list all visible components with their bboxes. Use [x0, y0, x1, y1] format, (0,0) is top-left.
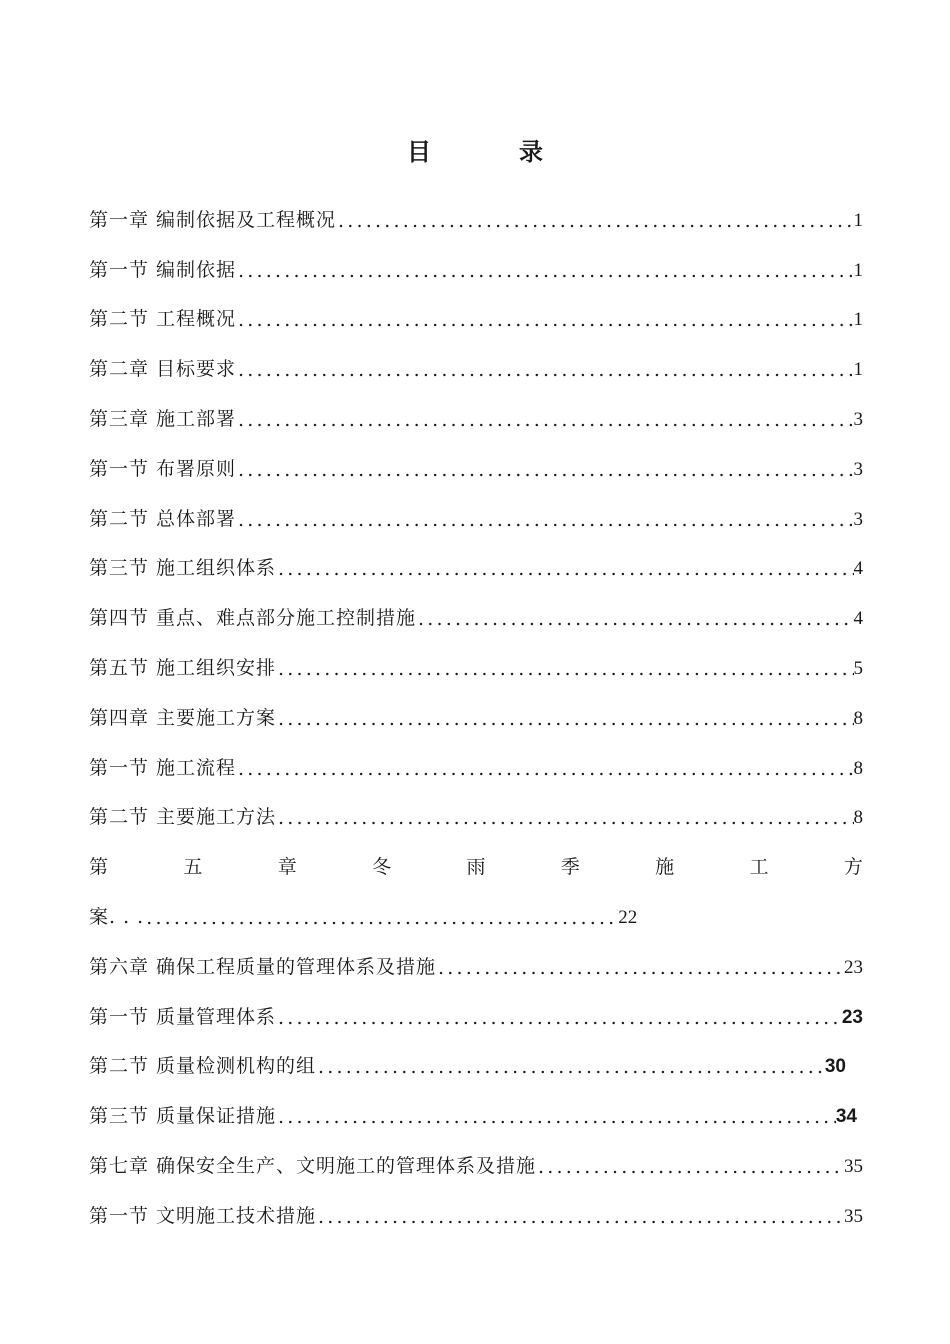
- toc-leader-dots: [416, 608, 853, 630]
- toc-entry-label: 第五节 施工组织安排: [89, 656, 277, 679]
- toc-leader-dots: [276, 807, 853, 829]
- toc-char: 章: [277, 856, 297, 879]
- toc-title: 目 录: [407, 137, 575, 166]
- toc-entry-label: 第一章 编制依据及工程概况: [89, 208, 337, 231]
- toc-entry[interactable]: [89, 282, 863, 332]
- toc-list: [89, 182, 863, 1228]
- toc-entry-chapter5-line1[interactable]: [89, 829, 863, 879]
- toc-entry-label: 第二节 质量检测机构的组: [89, 1055, 317, 1078]
- toc-entry-label: 第三节 施工组织体系: [89, 557, 277, 580]
- toc-entry[interactable]: [89, 580, 863, 630]
- toc-entry[interactable]: [89, 979, 863, 1029]
- toc-entry-label: 第一节 布署原则: [89, 457, 237, 480]
- toc-leader-dots: [236, 758, 853, 780]
- toc-entry-page: 4: [853, 608, 863, 630]
- toc-entry-page: 1: [853, 209, 863, 231]
- toc-entry-label: 第二节 主要施工方法: [89, 806, 277, 829]
- toc-entry-label: 第一节 质量管理体系: [89, 1005, 277, 1028]
- toc-entry-page: 4: [853, 558, 863, 580]
- toc-char: 冬: [372, 856, 392, 879]
- toc-char: 工: [749, 856, 769, 879]
- toc-leader-dots: [276, 1106, 836, 1128]
- toc-entry-label: 第一节 文明施工技术措施: [89, 1204, 317, 1227]
- toc-leader-dots: [236, 459, 853, 481]
- toc-leader-dots: [316, 1056, 825, 1078]
- toc-leader-dots: [236, 409, 853, 431]
- toc-leader-dots: [236, 260, 853, 282]
- toc-char: 第: [89, 856, 109, 879]
- toc-leader-dots: [236, 509, 853, 531]
- toc-leader-dots: [436, 957, 844, 979]
- toc-leader-dots: [336, 210, 853, 232]
- toc-entry-label: 第六章 确保工程质量的管理体系及措施: [89, 955, 437, 978]
- toc-entry-page: 8: [853, 707, 863, 729]
- toc-entry[interactable]: [89, 680, 863, 730]
- toc-entry[interactable]: [89, 1078, 857, 1128]
- toc-entry-page: 8: [853, 807, 863, 829]
- toc-entry-page: 1: [853, 259, 863, 281]
- toc-leader-dots: [536, 1156, 844, 1178]
- toc-entry-label: 第四章 主要施工方案: [89, 706, 277, 729]
- toc-entry[interactable]: [89, 630, 863, 680]
- toc-char: 季: [560, 856, 580, 879]
- toc-entry-label: 第二节 总体部署: [89, 507, 237, 530]
- toc-entry-page: 1: [853, 309, 863, 331]
- toc-entry-label: 第四节 重点、难点部分施工控制措施: [89, 607, 417, 630]
- toc-entry-label: 第一节 施工流程: [89, 756, 237, 779]
- toc-entry[interactable]: [89, 381, 863, 431]
- toc-entry-page: 3: [853, 408, 863, 430]
- toc-leader-dots: [276, 558, 853, 580]
- toc-char: 方: [843, 856, 863, 879]
- toc-leader-dots: [276, 658, 853, 680]
- toc-leader-dots: [276, 1007, 842, 1029]
- toc-entry[interactable]: [89, 1128, 863, 1178]
- toc-char: 五: [183, 856, 203, 879]
- toc-entry-chapter5-line2[interactable]: [89, 879, 863, 929]
- toc-leader-dots: [236, 309, 853, 331]
- toc-entry-label: 第七章 确保安全生产、文明施工的管理体系及措施: [89, 1154, 537, 1177]
- toc-entry-page: 1: [853, 359, 863, 381]
- toc-entry[interactable]: [89, 481, 863, 531]
- toc-entry-page: 3: [853, 508, 863, 530]
- toc-entry[interactable]: [89, 730, 863, 780]
- toc-leader-dots: [236, 359, 853, 381]
- toc-entry-label: 第三节 质量保证措施: [89, 1105, 277, 1128]
- toc-entry-label: 第二节 工程概况: [89, 308, 237, 331]
- toc-entry-page: 3: [853, 458, 863, 480]
- toc-entry-page: 8: [853, 757, 863, 779]
- toc-entry[interactable]: [89, 1178, 863, 1228]
- toc-entry-page: 35: [844, 1205, 863, 1227]
- toc-entry[interactable]: [89, 1029, 846, 1079]
- toc-entry-page: 35: [844, 1155, 863, 1177]
- toc-entry-page: 34: [835, 1106, 857, 1128]
- toc-entry-page: 23: [841, 1006, 863, 1028]
- toc-entry[interactable]: [89, 232, 863, 282]
- toc-char: 雨: [466, 856, 486, 879]
- toc-entry[interactable]: [89, 780, 863, 830]
- toc-entry-label: 第一节 编制依据: [89, 258, 237, 281]
- toc-entry-page: 30: [824, 1056, 846, 1078]
- toc-entry-label: 第二章 目标要求: [89, 358, 237, 381]
- toc-entry-page: 23: [844, 956, 863, 978]
- toc-entry[interactable]: [89, 929, 863, 979]
- toc-entry[interactable]: [89, 182, 863, 232]
- toc-leader-dots: [276, 708, 853, 730]
- toc-entry-page: 5: [853, 657, 863, 679]
- toc-entry-label: 案. . .: [89, 905, 145, 928]
- toc-leader-dots: [144, 907, 618, 929]
- toc-entry[interactable]: [89, 531, 863, 581]
- toc-leader-dots: [316, 1206, 844, 1228]
- toc-entry-label: 第三章 施工部署: [89, 407, 237, 430]
- toc-entry-page: 22: [618, 906, 638, 928]
- toc-entry[interactable]: [89, 331, 863, 381]
- toc-entry[interactable]: [89, 431, 863, 481]
- toc-char: 施: [655, 856, 675, 879]
